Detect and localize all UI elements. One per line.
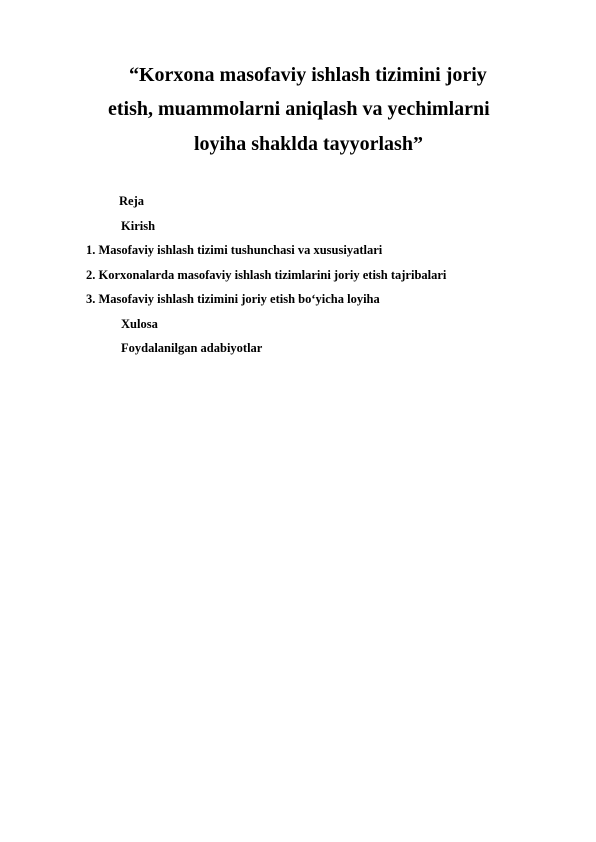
document-title-line-2: etish, muammolarni aniqlash va yechimlarni: [108, 98, 490, 120]
plan-item: 1. Masofaviy ishlash tizimi tushunchasi va xususiyatlari: [86, 243, 383, 257]
document-title-line-3: loyiha shaklda tayyorlash”: [194, 133, 423, 155]
plan-references: Foydalanilgan adabiyotlar: [121, 341, 263, 355]
plan-conclusion: Xulosa: [121, 317, 158, 331]
document-title-line-1: “Korxona masofaviy ishlash tizimini joriy: [129, 64, 487, 86]
plan-heading: Reja: [119, 194, 144, 208]
plan-item: 3. Masofaviy ishlash tizimini joriy etish bo‘yicha loyiha: [86, 292, 380, 306]
plan-intro: Kirish: [121, 219, 156, 233]
plan-item: 2. Korxonalarda masofaviy ishlash tizimlarini joriy etish tajribalari: [86, 268, 447, 282]
